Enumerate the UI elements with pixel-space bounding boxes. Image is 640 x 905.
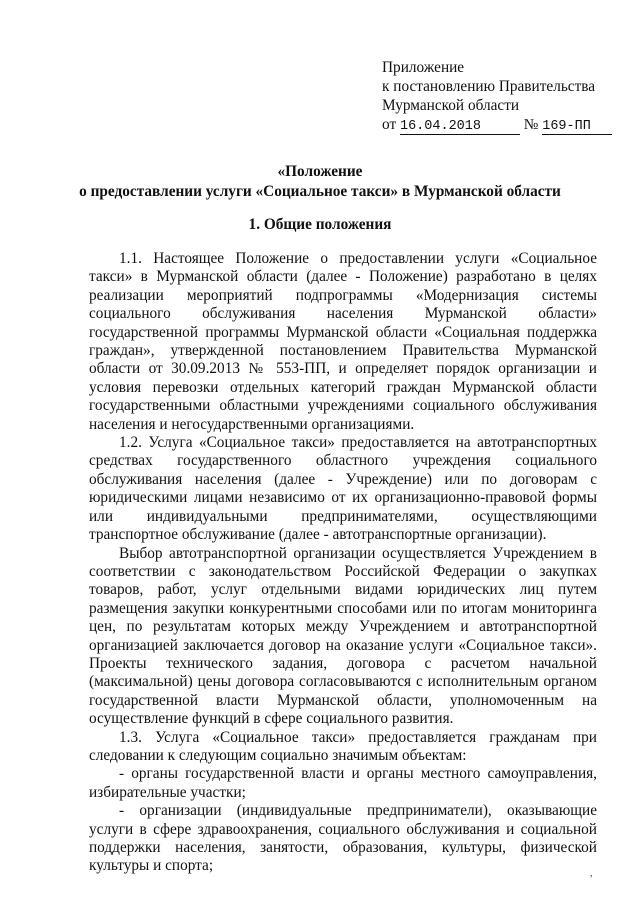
document-title-line1: «Положение bbox=[277, 163, 363, 180]
document-body bbox=[89, 250, 597, 876]
paragraph-1-2: 1.2. Услуга «Социальное такси» предоставляется на автотранспортных средствах государственного областного учреждения социального обслуживания населения (далее - Учреждение) или по договорам с юридическими лицами независимо от их организационно-правовой формы или индивидуальными предпринимателями, осуществляющими транспортное обслуживание (далее - автотранспортные организации). bbox=[89, 434, 597, 544]
date-number-line bbox=[382, 115, 632, 135]
region-name: Мурманской области bbox=[382, 97, 520, 114]
document-title-line2: о предоставлении услуги «Социальное такси» в Мурманской области bbox=[79, 183, 561, 200]
paragraph-1-1: 1.1. Настоящее Положение о предоставлении услуги «Социальное такси» в Мурманской области (далее - Положение) разработано в целях реализации мероприятий подпрограммы «Модернизация системы социального обслуживания населения Мурманской области» государственной программы Мурманской области «Социальная поддержка граждан», утвержденной постановлением Правительства Мурманской области от 30.09.2013 № 553-ПП, и определяет порядок организации и условия перевозки отдельных категорий граждан Мурманской области государственными областными учреждениями социального обслуживания населения и негосударственными организациями. bbox=[89, 250, 597, 433]
number-sign: № bbox=[523, 116, 539, 133]
date-value: 16.04.2018 bbox=[399, 119, 481, 134]
resolution-date bbox=[400, 119, 520, 135]
list-item: - органы государственной власти и органы местного самоуправления, избирательные участки; bbox=[89, 765, 597, 801]
number-value: 169-ПП bbox=[542, 119, 591, 134]
appendix-label: Приложение bbox=[382, 59, 465, 76]
section-heading: 1. Общие положения bbox=[248, 216, 392, 233]
scan-speck: , bbox=[590, 868, 593, 879]
appendix-header bbox=[382, 58, 632, 135]
resolution-ref: к постановлению Правительства bbox=[382, 78, 596, 95]
paragraph-1-3: 1.3. Услуга «Социальное такси» предоставляется гражданам при следовании к следующим социально значимым объектам: bbox=[89, 728, 597, 764]
paragraph-choice: Выбор автотранспортной организации осуществляется Учреждением в соответствии с законодательством Российской Федерации о закупках товаров, работ, услуг отдельными видами юридических лиц путем размещения закупки конкурентными способами или по итогам мониторинга цен, по результатам которых между Учреждением и автотранспортной организацией заключается договор на оказание услуги «Социальное такси». Проекты технического задания, договора с расчетом начальной (максимальной) цены договора согласовываются с исполнительным органом государственной власти Мурманской области, уполномоченным на осуществление функций в сфере социального развития. bbox=[89, 544, 597, 728]
resolution-number bbox=[542, 119, 612, 135]
from-prefix: от bbox=[382, 116, 397, 133]
list-item: - организации (индивидуальные предприниматели), оказывающие услуги в сфере здравоохранения, социального обслуживания и социальной поддержки населения, занятости, образования, культуры, физической культуры и спорта; bbox=[89, 802, 597, 875]
